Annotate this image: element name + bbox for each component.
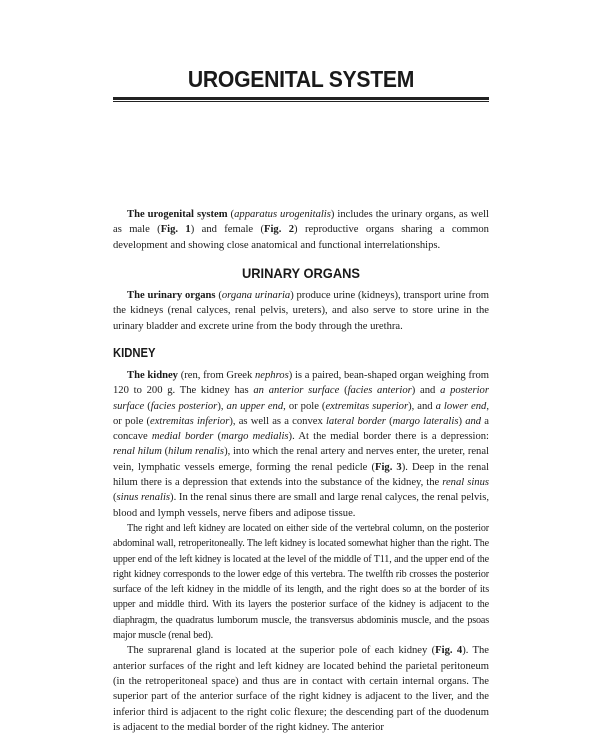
text-run: ( — [227, 209, 235, 220]
text-run: ) produce urine (kidneys), transport urine from the kidneys (renal calyces, renal pelvis, ureters), and also serve to store urine in the urinary bladder and excrete urine from the body through the urethra. — [113, 290, 489, 332]
subsection-title-kidney: KIDNEY — [113, 346, 156, 360]
text-run: ). In the renal sinus there are small and large renal calyces, the renal pelvis, blood and lymph vessels, nerve fibers and adipose tissue. — [113, 492, 489, 519]
text-run: ). At the medial border there is a depression: — [288, 431, 489, 443]
text-run: (ren, from Greek — [177, 370, 255, 381]
chapter-title: UROGENITAL SYSTEM — [187, 66, 415, 92]
term-and: and — [465, 415, 482, 427]
section-title-urinary-organs: URINARY ORGANS — [241, 265, 361, 281]
urinary-paragraph — [113, 288, 489, 334]
text-run: ) — [458, 415, 466, 427]
text-run: ), and — [408, 400, 436, 412]
title-rule-thin — [113, 101, 489, 102]
text-run: The suprarenal gland is located at the superior pole of each kidney ( — [127, 645, 436, 657]
text-run: ) and — [411, 385, 441, 397]
term-upper-end: an upper end — [226, 400, 284, 412]
fig3-reference: Fig. 3 — [374, 461, 402, 473]
fig4-reference: Fig. 4 — [435, 645, 463, 657]
greek-term: nephros — [254, 370, 289, 381]
text-run: ( — [213, 431, 222, 443]
latin-term: extremitas superior — [325, 400, 409, 412]
text-run: ) reproductive organs sharing a common development and showing close anatomical and functional interrelationships. — [113, 224, 489, 251]
text-run: , or pole ( — [113, 400, 489, 427]
term-anterior-surface: an anterior surface — [253, 385, 340, 397]
kidney-paragraph-3 — [113, 643, 489, 735]
text-run: ( — [161, 446, 169, 458]
text-run: ( — [113, 492, 117, 504]
latin-term: sinus renalis — [116, 492, 171, 504]
intro-paragraph — [113, 207, 489, 253]
fig1-reference: Fig. 1 — [160, 224, 191, 236]
kidney-text-block — [113, 368, 489, 735]
text-run: ), as well as a convex — [229, 415, 326, 427]
text-run: ( — [215, 290, 222, 301]
latin-term: margo medialis — [221, 431, 289, 443]
latin-term: facies anterior — [347, 385, 412, 397]
text-run: ), into which the renal artery and nerves enter, the ureter, renal vein, lymphatic vessels emerge, forming the renal pedicle ( — [113, 446, 490, 473]
kidney-paragraph-1 — [113, 368, 489, 521]
term-lateral-border: lateral border — [325, 415, 386, 427]
intro-latin: apparatus urogenitalis — [234, 209, 331, 220]
text-run: ( — [385, 415, 393, 427]
text-run: ) and female ( — [190, 224, 265, 236]
latin-term: facies posterior — [150, 400, 218, 412]
text-run: ( — [144, 400, 151, 412]
urinary-term: The urinary organs — [127, 290, 216, 301]
term-posterior-surface: a posterior surface — [113, 385, 489, 412]
kidney-paragraph-2: The right and left kidney are located on either side of the vertebral column, on the posterior abdominal wall, retroperitoneally. The left kidney is located somewhat higher than the right. The upper end of the left kidney is located at the level of the middle of T11, and the upper end of the right kidney corresponds to the lower edge of this vertebra. The twelfth rib crosses the posterior surface of the left kidney in the middle of its length, and the right does so at the border of its upper and middle third. With its layers the posterior surface of the kidney is adjacent to the diaphragm, the quadratus lumborum muscle, the transversus abdominis muscle, and the psoas major muscle (renal bed). — [113, 522, 489, 642]
text-run: ( — [339, 385, 348, 397]
text-run: ) is a paired, bean-shaped organ weighing from 120 to 200 g. The kidney has — [113, 370, 489, 397]
term-renal-sinus: renal sinus — [442, 477, 489, 489]
text-run: a concave — [113, 415, 489, 443]
text-run: ). Deep in the renal hilum there is a depression that extends into the substance of the kidney, the — [113, 461, 489, 489]
latin-term: margo lateralis — [392, 415, 459, 427]
latin-term: extremitas inferior — [150, 415, 230, 427]
term-medial-border: medial border — [151, 431, 214, 443]
text-run: ), — [217, 400, 227, 412]
fig2-reference: Fig. 2 — [264, 224, 295, 236]
term-lower-end: a lower end — [435, 400, 487, 412]
intro-term: The urogenital system — [127, 209, 228, 220]
latin-term: hilum renalis — [168, 446, 225, 458]
text-run: ). The anterior surfaces of the right and left kidney are located behind the parietal peritoneum (in the retroperitoneal space) and thus are in contact with certain internal organs. The superior part of the anterior surface of the right kidney is adjacent to the liver, and the inferior third is adjacent to the right colic flexure; the descending part of the duodenum is adjacent to the medial border of the right kidney. The anterior — [113, 645, 489, 733]
text-run: , or pole ( — [283, 400, 326, 412]
kidney-term: The kidney — [127, 370, 178, 381]
title-rule-thick — [113, 97, 489, 100]
text-run: ) includes the urinary organs, as well as male ( — [113, 209, 489, 236]
urinary-latin: organa urinaria — [221, 290, 291, 301]
term-renal-hilum: renal hilum — [113, 446, 162, 458]
